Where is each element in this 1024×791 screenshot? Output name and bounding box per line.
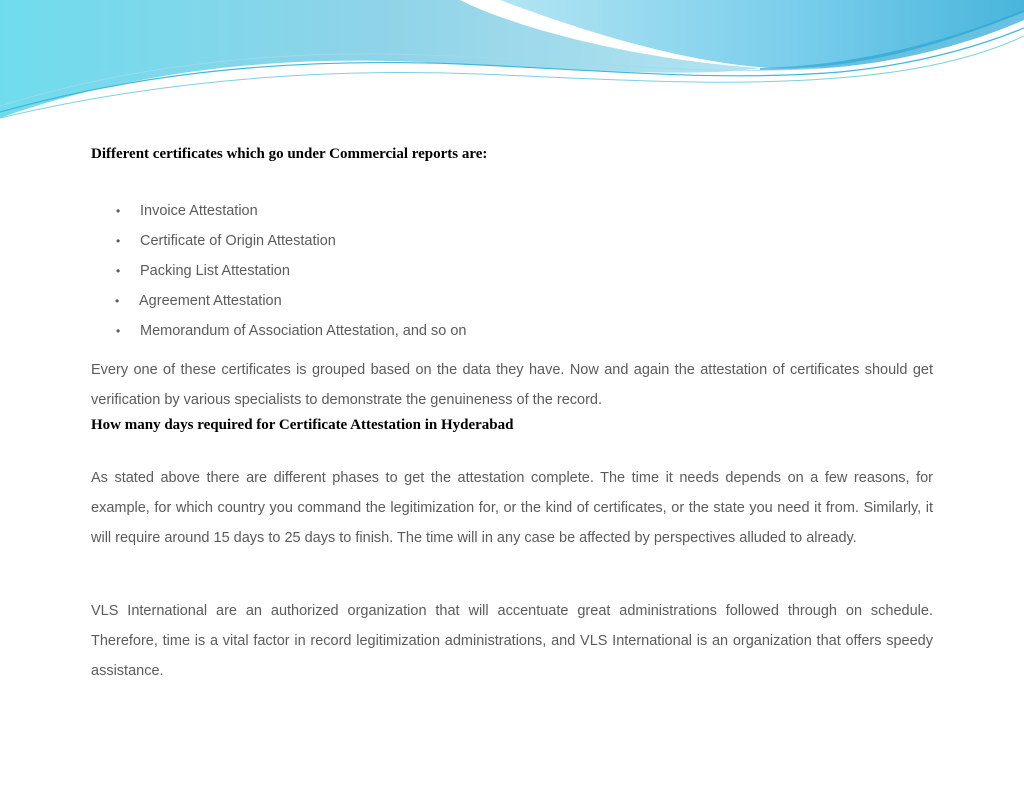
list-item: • Invoice Attestation bbox=[91, 196, 466, 226]
commercial-reports-heading: Different certificates which go under Commercial reports are: bbox=[91, 146, 488, 162]
grouping-paragraph: Every one of these certificates is grouped based on the data they have. Now and again the attestation of certificates should get verification by various specialists to demonstrate the genuineness of the record. bbox=[91, 362, 933, 408]
bullet-icon: • bbox=[116, 264, 121, 278]
list-item: • Memorandum of Association Attestation, and so on bbox=[91, 316, 466, 346]
list-item: • Packing List Attestation bbox=[91, 256, 466, 286]
bullet-icon: • bbox=[116, 234, 121, 248]
days-required-heading: How many days required for Certificate Attestation in Hyderabad bbox=[91, 417, 514, 433]
vls-paragraph: VLS International are an authorized organization that will accentuate great administrations followed through on schedule. Therefore, time is a vital factor in record legitimization administrations, and VLS International is an organization that offers speedy assistance. bbox=[91, 603, 933, 679]
certificate-list bbox=[91, 196, 466, 346]
header-wave-decoration bbox=[0, 0, 1024, 130]
list-item: • Certificate of Origin Attestation bbox=[91, 226, 466, 256]
phases-paragraph: As stated above there are different phases to get the attestation complete. The time it needs depends on a few reasons, for example, for which country you command the legitimization for, or the kind of certificates, or the state you need it from. Similarly, it will require around 15 days to 25 days to finish. The time will in any case be affected by perspectives alluded to already. bbox=[91, 470, 933, 546]
bullet-icon: • bbox=[116, 324, 121, 338]
bullet-icon: • bbox=[116, 204, 121, 218]
list-item: • Agreement Attestation bbox=[91, 286, 466, 316]
bullet-icon: • bbox=[115, 294, 120, 308]
